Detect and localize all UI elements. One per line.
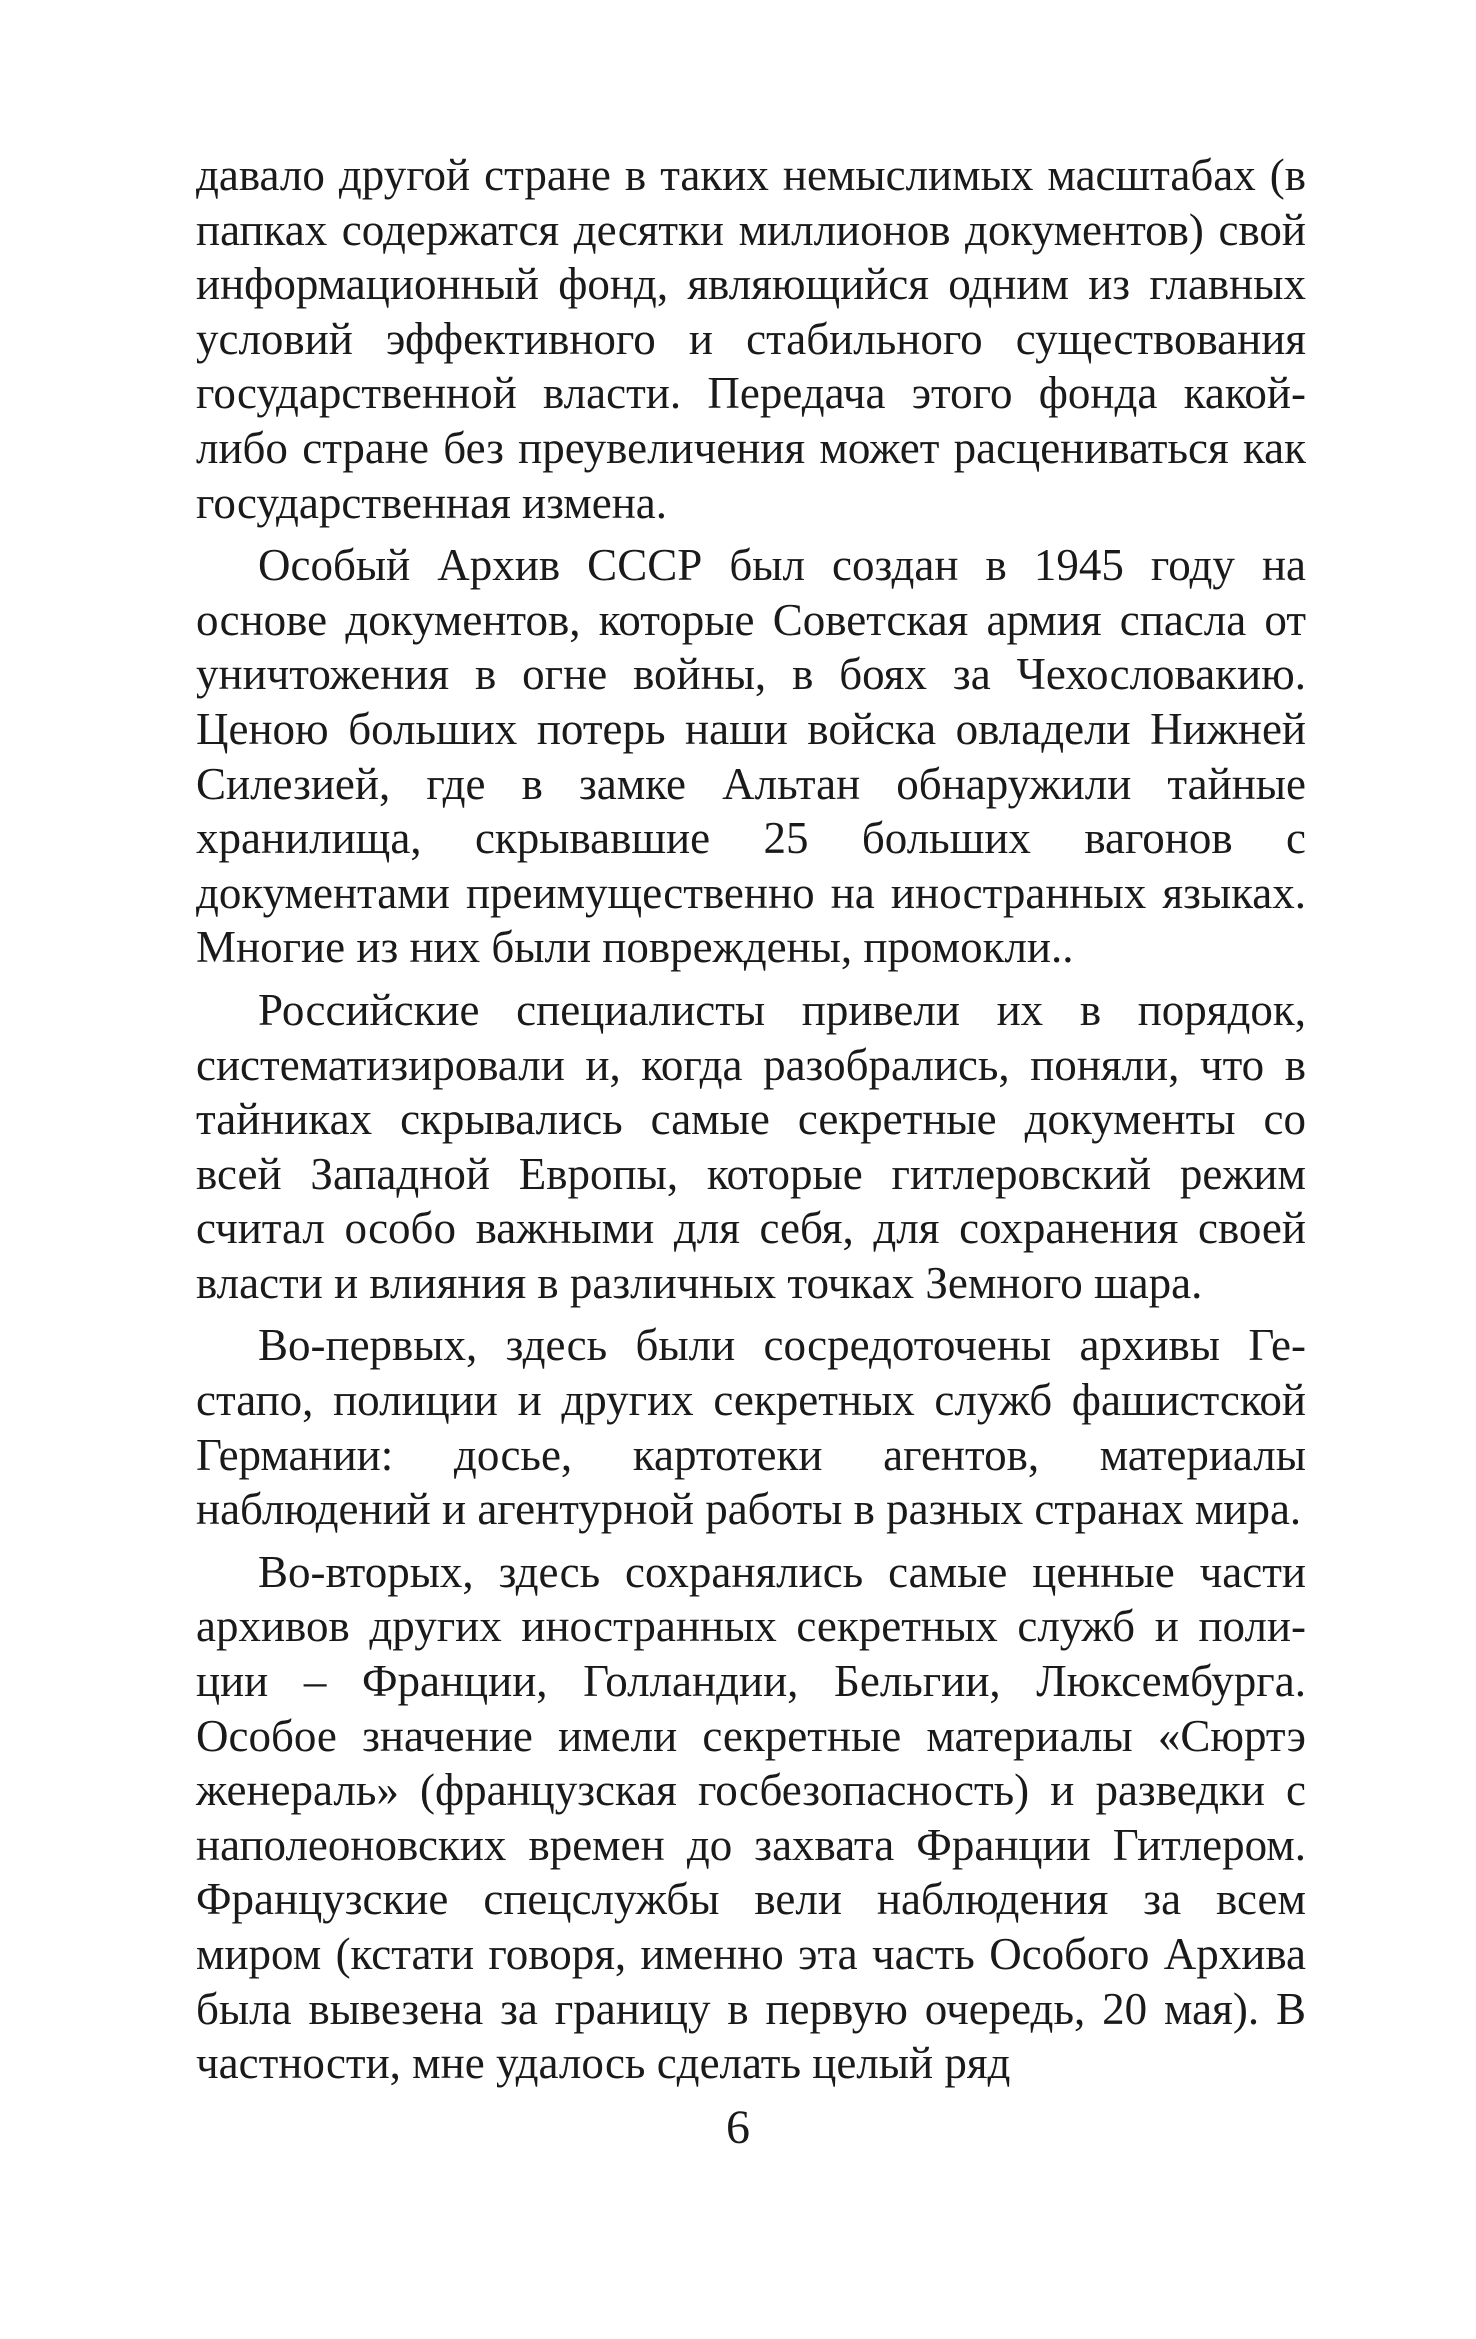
paragraph-continuation: давало другой стране в таких немыслимых масштабах (в папках содержатся десятки миллионов документов) свой информационный фонд, являющийся одним из главных условий эффективного и стабильного существования государственной власти. Передача этого фонда какой-либо стране без преувеличения может расцениваться как государственная измена.	[196, 150, 1306, 528]
paragraph-secondly: Во-вторых, здесь сохранялись самые ценные части архивов других иностранных секретных служб и полиции – Франции, Голландии, Бельгии, Люксембурга. Особое значение имели секретные материалы «Сюртэ женераль» (французская госбезопасность) и разведки с наполеоновских времен до захвата Франции Гитлером. Французские спецслужбы вели наблюдения за всем миром (кстати говоря, именно эта часть Особого Архива была вывезена за границу в первую очередь, 20 мая). В частности, мне удалось сделать целый ряд	[196, 1546, 1306, 2089]
paragraph-firstly: Во-первых, здесь были сосредоточены архивы Гестапо, полиции и других секретных служб фашистской Германии: досье, картотеки агентов, материалы наблюдений и агентурной работы в разных странах мира.	[196, 1320, 1306, 1535]
page-body	[196, 148, 1306, 2099]
page-number: 6	[726, 2101, 750, 2154]
paragraph-special-archive: Особый Архив СССР был создан в 1945 году на основе документов, которые Советская армия спасла от уничтожения в огне войны, в боях за Чехословакию. Ценою больших потерь наши войска овладели Нижней Силезией, где в замке Альтан обнаружили тайные хранилища, скрывавшие 25 больших вагонов с документами преимущественно на иностранных языках. Многие из них были повреждены, промокли..	[196, 540, 1306, 973]
paragraph-russian-specialists: Российские специалисты привели их в порядок, систематизировали и, когда разобрались, поняли, что в тайниках скрывались самые секретные документы со всей Западной Европы, которые гитлеровский режим считал особо важными для себя, для сохранения своей власти и влияния в различных точках Земного шара.	[196, 984, 1306, 1308]
